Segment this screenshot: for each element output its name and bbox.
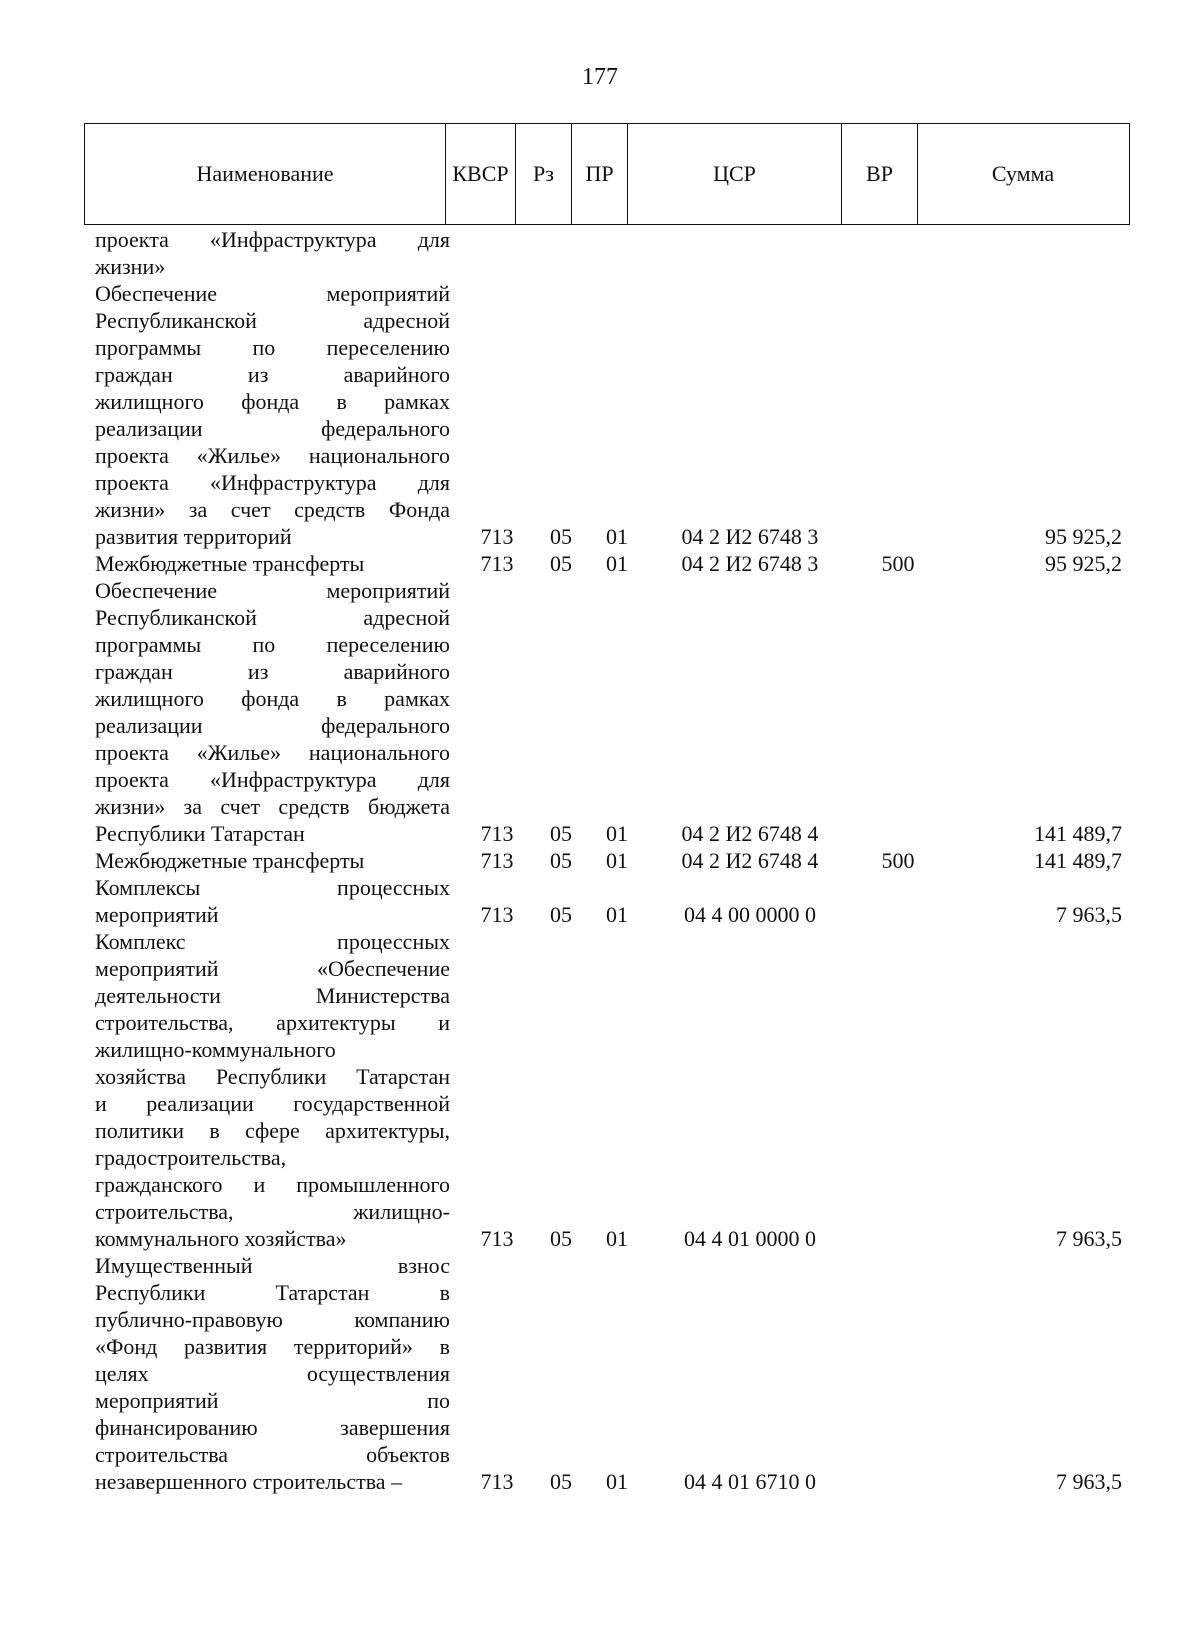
table-body: [0, 226, 1200, 1495]
row-name-line: Обеспечение мероприятий: [95, 578, 450, 603]
row-name-line: Межбюджетные трансферты: [95, 848, 365, 873]
row-name: [95, 1252, 450, 1495]
row-name-line: проекта «Жилье» национального: [95, 443, 450, 468]
row-csr: 04 4 00 0000 0: [684, 902, 816, 927]
row-name-line: целях осуществления: [95, 1361, 450, 1386]
row-vr: [868, 1225, 928, 1252]
row-pr: 01: [606, 821, 628, 846]
row-name-line: проекта «Инфраструктура для: [95, 767, 450, 792]
row-rz: 05: [550, 902, 572, 927]
row-csr: [650, 253, 850, 280]
page-number: 177: [582, 64, 618, 90]
row-name-line: «Фонд развития территорий» в: [95, 1334, 450, 1359]
row-csr: 04 4 01 6710 0: [684, 1469, 816, 1494]
row-name-line: политики в сфере архитектуры,: [95, 1118, 450, 1143]
row-kvsr: 713: [480, 821, 514, 846]
row-csr: 04 2 И2 6748 4: [681, 848, 819, 873]
row-rz: 05: [550, 1226, 572, 1251]
table-row: [0, 280, 1200, 550]
row-name-line: мероприятий: [95, 902, 219, 927]
table-row: [0, 550, 1200, 577]
row-rz: [541, 253, 581, 280]
row-csr: 04 4 01 0000 0: [684, 1226, 816, 1251]
row-name-line: Республиканской адресной: [95, 308, 450, 333]
row-name-line: реализации федерального: [95, 713, 450, 738]
row-name: [95, 874, 450, 928]
row-name-line: жилищного фонда в рамках: [95, 686, 450, 711]
row-kvsr: [472, 253, 522, 280]
row-name-line: Республиканской адресной: [95, 605, 450, 630]
row-sum: 141 489,7: [1034, 821, 1122, 846]
row-name: [95, 550, 450, 577]
row-pr: 01: [606, 1469, 628, 1494]
row-vr: [868, 1468, 928, 1495]
row-name-line: хозяйства Республики Татарстан: [95, 1064, 450, 1089]
row-kvsr: 713: [480, 902, 514, 927]
row-pr: 01: [606, 551, 628, 576]
row-vr: [868, 523, 928, 550]
table-row: [0, 226, 1200, 280]
row-sum: 7 963,5: [1056, 902, 1122, 927]
row-name-line: Республики Татарстан в: [95, 1280, 450, 1305]
row-name: [95, 928, 450, 1252]
row-rz: 05: [550, 551, 572, 576]
row-sum: 141 489,7: [1034, 848, 1122, 873]
row-pr: 01: [606, 902, 628, 927]
row-name-line: развития территорий: [95, 524, 292, 549]
row-name-line: проекта «Инфраструктура для: [95, 227, 450, 252]
table-row: [0, 577, 1200, 847]
row-name-line: программы по переселению: [95, 632, 450, 657]
row-name-line: коммунального хозяйства»: [95, 1226, 347, 1251]
row-name-line: и реализации государственной: [95, 1091, 450, 1116]
row-name: [95, 226, 450, 280]
row-kvsr: 713: [480, 551, 514, 576]
row-name-line: жизни»: [95, 254, 166, 279]
row-pr: 01: [606, 848, 628, 873]
row-name-line: Республики Татарстан: [95, 821, 305, 846]
table-header: [84, 123, 1130, 225]
row-sum: 95 925,2: [1045, 524, 1122, 549]
row-name-line: жизни» за счет средств бюджета: [95, 794, 450, 819]
row-name-line: финансированию завершения: [95, 1415, 450, 1440]
row-vr: 500: [881, 551, 915, 576]
row-rz: 05: [550, 821, 572, 846]
row-sum: 7 963,5: [1056, 1469, 1122, 1494]
row-name-line: жизни» за счет средств Фонда: [95, 497, 450, 522]
row-name-line: проекта «Инфраструктура для: [95, 470, 450, 495]
header-sum: Сумма: [991, 161, 1055, 186]
row-name-line: мероприятий по: [95, 1388, 450, 1413]
row-vr: [868, 820, 928, 847]
row-name-line: реализации федерального: [95, 416, 450, 441]
row-csr: 04 2 И2 6748 3: [681, 551, 819, 576]
row-kvsr: 713: [480, 524, 514, 549]
row-rz: 05: [550, 848, 572, 873]
row-name-line: деятельности Министерства: [95, 983, 450, 1008]
row-name-line: граждан из аварийного: [95, 659, 450, 684]
row-csr: 04 2 И2 6748 4: [681, 821, 819, 846]
row-kvsr: 713: [480, 848, 514, 873]
row-name-line: строительства объектов: [95, 1442, 450, 1467]
row-name-line: публично-правовую компанию: [95, 1307, 450, 1332]
row-name-line: строительства, архитектуры и: [95, 1010, 450, 1035]
row-name-line: мероприятий «Обеспечение: [95, 956, 450, 981]
header-csr: ЦСР: [628, 124, 842, 224]
row-csr: 04 2 И2 6748 3: [681, 524, 819, 549]
row-name-line: Комплексы процессных: [95, 875, 450, 900]
row-sum: 95 925,2: [1045, 551, 1122, 576]
row-pr: 01: [606, 524, 628, 549]
row-name-line: строительства, жилищно-: [95, 1199, 450, 1224]
row-vr: [868, 253, 928, 280]
row-name: [95, 280, 450, 550]
row-name-line: проекта «Жилье» национального: [95, 740, 450, 765]
table-row: [0, 1252, 1200, 1495]
table-row: [0, 928, 1200, 1252]
row-rz: 05: [550, 524, 572, 549]
header-rz: Рз: [516, 124, 572, 224]
row-vr: 500: [881, 848, 915, 873]
header-kvsr: КВСР: [446, 124, 516, 224]
row-sum: 7 963,5: [1056, 1226, 1122, 1251]
row-name: [95, 577, 450, 847]
row-name-line: Комплекс процессных: [95, 929, 450, 954]
row-name-line: градостроительства,: [95, 1145, 287, 1170]
row-name-line: Межбюджетные трансферты: [95, 551, 365, 576]
row-name-line: Имущественный взнос: [95, 1253, 450, 1278]
row-rz: 05: [550, 1469, 572, 1494]
row-pr: 01: [606, 1226, 628, 1251]
table-row: [0, 847, 1200, 874]
header-pr: ПР: [572, 124, 628, 224]
header-name: Наименование: [85, 124, 446, 224]
row-pr: [597, 253, 637, 280]
table-row: [0, 874, 1200, 928]
row-name-line: программы по переселению: [95, 335, 450, 360]
row-name-line: незавершенного строительства –: [95, 1469, 403, 1494]
header-vr: ВР: [842, 124, 918, 224]
row-kvsr: 713: [480, 1226, 514, 1251]
row-name-line: жилищного фонда в рамках: [95, 389, 450, 414]
row-name: [95, 847, 450, 874]
row-name-line: гражданского и промышленного: [95, 1172, 450, 1197]
row-name-line: Обеспечение мероприятий: [95, 281, 450, 306]
row-vr: [868, 901, 928, 928]
row-name-line: жилищно-коммунального: [95, 1037, 336, 1062]
row-name-line: граждан из аварийного: [95, 362, 450, 387]
row-sum: [940, 253, 1122, 280]
row-kvsr: 713: [480, 1469, 514, 1494]
